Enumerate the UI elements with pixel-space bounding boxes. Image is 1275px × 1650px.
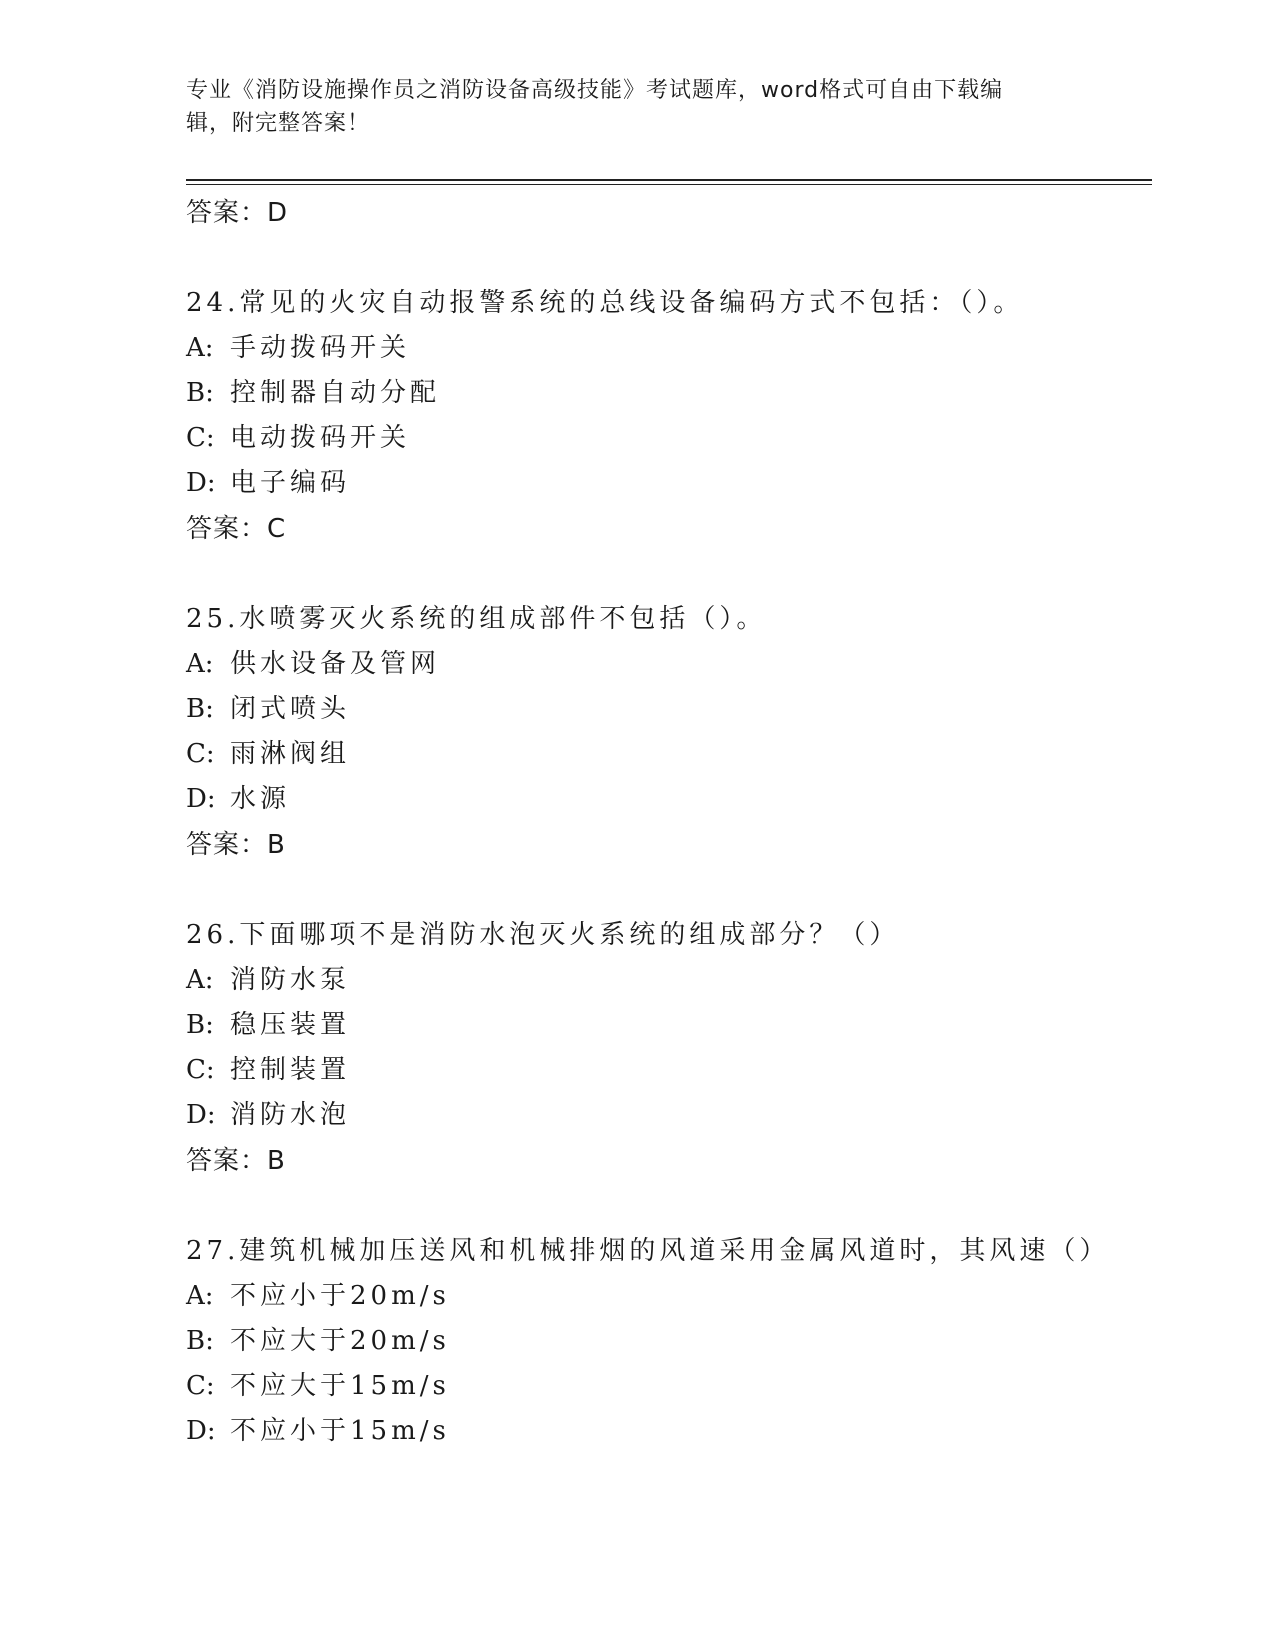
option-key: B: [186,1010,214,1040]
option-key: C: [186,423,215,453]
option-key: D: [186,1100,216,1130]
option-key: B: [186,1326,214,1356]
option-25-b [186,687,1146,732]
option-26-d [186,1093,1146,1138]
spacer [186,552,1146,596]
option-text: 控制装置 [230,1055,351,1085]
question-26-text: 26.下面哪项不是消防水泡灭火系统的组成部分？（） [186,920,900,950]
option-key: A: [186,965,214,995]
option-key: C: [186,1055,215,1085]
question-list [186,190,1146,1454]
option-text: 手动拨码开关 [230,333,411,363]
option-text: 电子编码 [230,468,351,498]
option-text: 消防水泡 [230,1100,351,1130]
option-text: 不应大于15m/s [230,1371,450,1401]
option-25-d [186,777,1146,822]
question-block-25 [186,596,1146,868]
option-text: 水源 [230,784,291,814]
option-text: 雨淋阀组 [230,739,351,769]
option-27-b [186,1319,1146,1364]
option-24-a [186,326,1146,371]
option-text: 稳压装置 [230,1010,351,1040]
question-27-text: 27.建筑机械加压送风和机械排烟的风道采用金属风道时，其风速（） [186,1236,1110,1266]
option-24-d [186,461,1146,506]
option-27-a [186,1274,1146,1319]
question-block-24 [186,280,1146,552]
question-25-text: 25.水喷雾灭火系统的组成部件不包括（）。 [186,604,767,634]
question-24-text: 24.常见的火灾自动报警系统的总线设备编码方式不包括：（）。 [186,288,1024,318]
document-header [186,74,1066,140]
option-text: 消防水泵 [230,965,351,995]
header-line-1: 专业《消防设施操作员之消防设备高级技能》考试题库，word格式可自由下载编 [186,78,1004,103]
option-26-c [186,1048,1146,1093]
option-26-b [186,1003,1146,1048]
header-divider-thick [186,179,1152,181]
option-text: 电动拨码开关 [230,423,411,453]
option-27-c [186,1364,1146,1409]
spacer [186,868,1146,912]
option-27-d [186,1409,1146,1454]
option-26-a [186,958,1146,1003]
option-text: 控制器自动分配 [230,378,441,408]
option-text: 闭式喷头 [230,694,351,724]
option-24-c [186,416,1146,461]
option-key: A: [186,1281,214,1311]
header-line-2: 辑，附完整答案！ [186,111,371,136]
option-key: A: [186,333,214,363]
option-key: D: [186,784,216,814]
answer-26: 答案：B [186,1146,286,1176]
option-25-a [186,642,1146,687]
option-key: A: [186,649,214,679]
option-25-c [186,732,1146,777]
header-divider-thin [186,184,1152,185]
answer-24: 答案：C [186,514,287,544]
option-key: C: [186,1371,215,1401]
question-block-27 [186,1228,1146,1454]
spacer [186,1184,1146,1228]
option-text: 供水设备及管网 [230,649,441,679]
option-key: B: [186,694,214,724]
option-key: C: [186,739,215,769]
option-key: D: [186,1416,216,1446]
question-block-26 [186,912,1146,1184]
option-key: B: [186,378,214,408]
option-text: 不应小于15m/s [230,1416,450,1446]
option-24-b [186,371,1146,416]
option-text: 不应小于20m/s [230,1281,450,1311]
option-text: 不应大于20m/s [230,1326,450,1356]
answer-23: 答案：D [186,198,289,228]
spacer [186,236,1146,280]
option-key: D: [186,468,216,498]
answer-25: 答案：B [186,830,286,860]
